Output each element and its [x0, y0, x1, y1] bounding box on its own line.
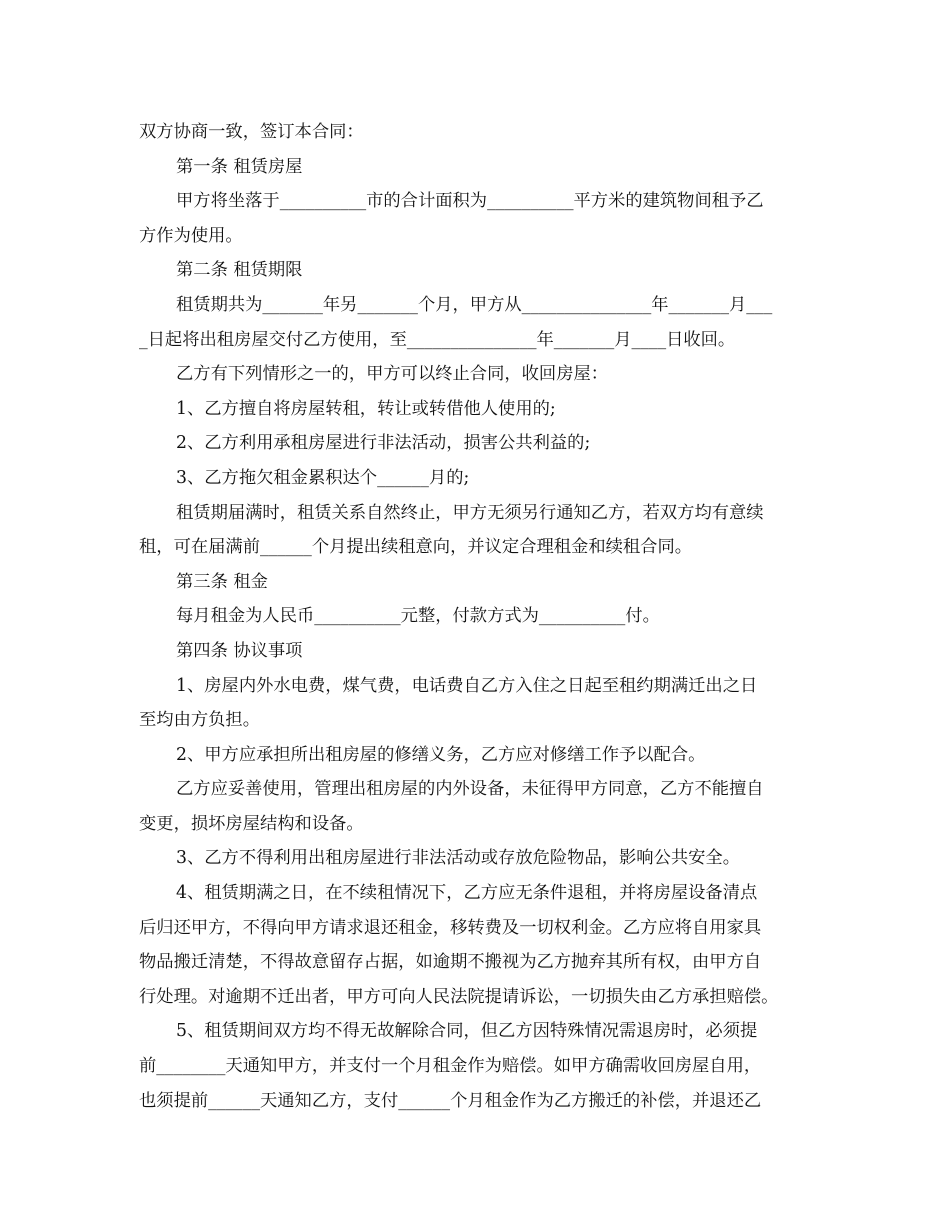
text-line: 5、租赁期间双方均不得无故解除合同，但乙方因特殊情况需退房时，必须提	[176, 1021, 758, 1042]
text-line: 物品搬迁清楚，不得故意留存占据，如逾期不搬视为乙方抛弃其所有权，由甲方自	[139, 952, 762, 973]
text-line: 1、房屋内外水电费，煤气费，电话费自乙方入住之日起至租约期满迁出之日	[176, 675, 758, 696]
text-line: _日起将出租房屋交付乙方使用，至_______________年_______月____日收回。	[139, 329, 736, 350]
text-line: 3、乙方不得利用出租房屋进行非法活动或存放危险物品，影响公共安全。	[176, 848, 740, 869]
text-line: 前________天通知甲方，并支付一个月租金作为赔偿。如甲方确需收回房屋自用，	[139, 1056, 762, 1077]
text-line: 方作为使用。	[139, 225, 243, 246]
text-line: 3、乙方拖欠租金累积达个______月的;	[176, 467, 470, 488]
text-line: 行处理。对逾期不迁出者，甲方可向人民法院提请诉讼，一切损失由乙方承担赔偿。	[139, 986, 779, 1007]
text-line: 每月租金为人民币__________元整，付款方式为__________付。	[176, 606, 660, 627]
text-line: 4、租赁期满之日，在不续租情况下，乙方应无条件退租，并将房屋设备清点	[176, 883, 758, 904]
text-line: 甲方将坐落于__________市的合计面积为__________平方米的建筑物间租予乙	[176, 191, 764, 212]
text-line: 2、甲方应承担所出租房屋的修缮义务，乙方应对修缮工作予以配合。	[176, 744, 706, 765]
text-line: 至均由方负担。	[139, 710, 260, 731]
text-line: 第四条 协议事项	[176, 640, 303, 661]
text-line: 第三条 租金	[176, 571, 268, 592]
text-line: 租，可在届满前______个月提出续租意向，并议定合理租金和续租合同。	[139, 537, 693, 558]
text-line: 双方协商一致，签订本合同：	[139, 122, 364, 142]
text-line: 后归还甲方，不得向甲方请求退还租金，移转费及一切权利金。乙方应将自用家具	[139, 917, 762, 938]
text-line: 第二条 租赁期限	[176, 260, 303, 281]
text-line: 租赁期届满时，租赁关系自然终止，甲方无须另行通知乙方，若双方均有意续	[176, 502, 764, 523]
text-line: 第一条 租赁房屋	[176, 156, 303, 177]
text-line: 变更，损坏房屋结构和设备。	[139, 813, 364, 834]
text-line: 乙方有下列情形之一的，甲方可以终止合同，收回房屋：	[176, 364, 609, 385]
text-line: 1、乙方擅自将房屋转租，转让或转借他人使用的;	[176, 398, 556, 419]
contract-body	[139, 115, 839, 1118]
text-line: 2、乙方利用承租房屋进行非法活动，损害公共利益的;	[176, 433, 591, 454]
text-line: 也须提前______天通知乙方，支付______个月租金作为乙方搬迁的补偿，并退还乙	[139, 1090, 762, 1111]
text-line: 租赁期共为_______年另_______个月，甲方从_______________年_______月___	[176, 294, 773, 315]
text-line: 乙方应妥善使用，管理出租房屋的内外设备，未征得甲方同意，乙方不能擅自	[176, 779, 764, 800]
